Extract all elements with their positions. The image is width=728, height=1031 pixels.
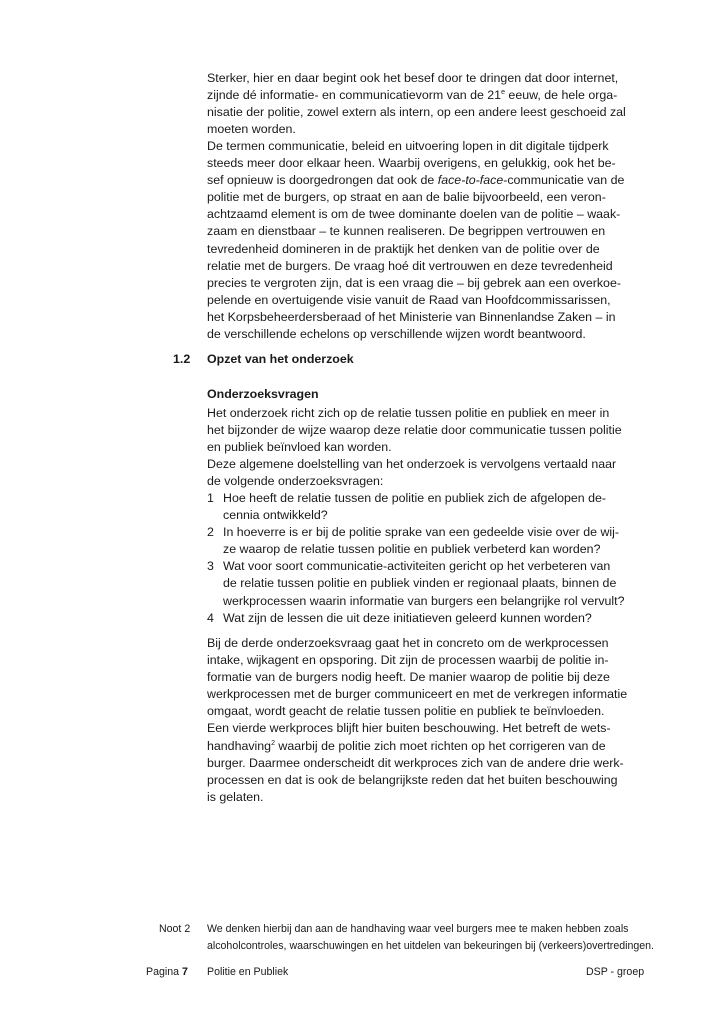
text-line: pelende en overtuigende visie vanuit de Raad van Hoofdcommissarissen, [207, 292, 611, 307]
text-line: alcoholcontroles, waarschuwingen en het uitdelen van bekeuringen bij (verkeers)overtredingen. [207, 940, 654, 952]
list-item: 4 Wat zijn de lessen die uit deze initiatieven geleerd kunnen worden? [207, 610, 647, 627]
text-line: Sterker, hier en daar begint ook het besef door te dringen dat door internet, [207, 71, 619, 85]
text-line: achtzaamd element is om de twee dominante doelen van de politie – waak- [207, 207, 621, 222]
text-line: We denken hierbij dan aan de handhaving waar veel burgers mee te maken hebben zoals [207, 923, 629, 935]
text-line: Een vierde werkproces blijft hier buiten beschouwing. Het betreft de wets- [207, 721, 611, 736]
text-line: tevredenheid domineren in de praktijk het denken van de politie over de [207, 241, 600, 256]
text-line: handhaving$^2$ waarbij de politie zich moet richten op het corrigeren van de [207, 738, 606, 753]
text-line: Deze algemene doelstelling van het onderzoek is vervolgens vertaald naar [207, 457, 617, 472]
text-line: het Korpsbeheerdersberaad of het Ministerie van Binnenlandse Zaken – in [207, 309, 616, 324]
list-number: 4 [207, 610, 214, 625]
text-line: nisatie der politie, zowel extern als intern, op een andere leest geschoeid zal [207, 105, 626, 120]
page-label: Pagina [146, 966, 179, 978]
superscript: e [501, 88, 505, 96]
list-number: 3 [207, 559, 214, 574]
list-number: 2 [207, 525, 214, 540]
list-item: 3 Wat voor soort communicatie-activiteiten gericht op het verbeteren van de relatie tussen politie en publiek vinden er regionaal plaats, binnen de werkprocessen waarin informatie van burgers een belangrijke rol vervult? [207, 558, 647, 609]
list-number: 1 [207, 491, 214, 505]
emphasis: face-to-face [437, 173, 504, 188]
text-line: intake, wijkagent en opsporing. Dit zijn de processen waarbij de politie in- [207, 653, 609, 668]
text-line: de volgende onderzoeksvragen: [207, 474, 384, 489]
section-paragraph-2 [207, 635, 647, 806]
text-line: moeten worden. [207, 122, 296, 137]
text-line: is gelaten. [207, 789, 264, 804]
text-line: de verschillende echelons op verschillende wijzen wordt beantwoord. [207, 327, 586, 342]
footnote-text [207, 921, 654, 955]
section-paragraph-1 [207, 405, 647, 490]
text-line: zaam en dienstbaar – te kunnen realiseren. De begrippen vertrouwen en [207, 224, 606, 239]
section-title: Opzet van het onderzoek [207, 352, 354, 366]
text-line: omgaat, wordt geacht de relatie tussen politie en publiek te beïnvloeden. [207, 704, 605, 719]
text-line: sef opnieuw is doorgedrongen dat ook de face-to-face-communicatie van de [207, 173, 625, 188]
text-line: politie met de burgers, op straat en aan de balie bijvoorbeeld, een veron- [207, 190, 606, 205]
section-number: 1.2 [173, 352, 191, 366]
text-line: het bijzonder de wijze waarop deze relatie door communicatie tussen politie [207, 423, 622, 438]
intro-paragraph-2 [207, 138, 647, 343]
list-item: 2 In hoeverre is er bij de politie sprake van een gedeelde visie over de wij- ze waarop de relatie tussen politie en publiek verbeterd kan worden? [207, 524, 647, 558]
text-line: precies te vergroten zijn, dat is een vraag die – bij gebrek aan een overkoe- [207, 275, 621, 290]
text-line: processen en dat is ook de belangrijkste reden dat het buiten beschouwing [207, 772, 618, 787]
text-line: werkprocessen met de burger communiceert en met de verkregen informatie [207, 687, 628, 702]
research-questions-list [207, 490, 647, 627]
text-line: formatie van de burgers nodig heeft. De manier waarop de politie bij deze [207, 670, 610, 685]
text-line: zijnde dé informatie- en communicatievorm van de 21e eeuw, de hele orga- [207, 88, 618, 103]
text-line: burger. Daarmee onderscheidt dit werkproces zich van de andere drie werk- [207, 755, 624, 770]
text-line: relatie met de burgers. De vraag hoé dit vertrouwen en deze tevredenheid [207, 258, 613, 273]
subheading: Onderzoeksvragen [207, 387, 319, 401]
footer-organization: DSP - groep [586, 966, 645, 978]
footnote-reference[interactable]: 2 [271, 739, 275, 747]
page-number-value: 7 [181, 966, 188, 978]
text-line: Het onderzoek richt zich op de relatie tussen politie en publiek en meer in [207, 406, 610, 420]
page-number [146, 966, 188, 978]
intro-paragraph-1 [207, 70, 647, 138]
list-item: 1 Hoe heeft de relatie tussen de politie en publiek zich de afgelopen de- cennia ontwikkeld? [207, 490, 647, 524]
footnote-label: Noot 2 [159, 923, 191, 935]
text-line: De termen communicatie, beleid en uitvoering lopen in dit digitale tijdperk [207, 139, 609, 153]
text-line: Bij de derde onderzoeksvraag gaat het in concreto om de werkprocessen [207, 636, 609, 650]
footer-title: Politie en Publiek [207, 966, 289, 978]
text-line: en publiek beïnvloed kan worden. [207, 440, 392, 455]
text-line: steeds meer door elkaar heen. Waarbij overigens, en gelukkig, ook het be- [207, 156, 616, 171]
